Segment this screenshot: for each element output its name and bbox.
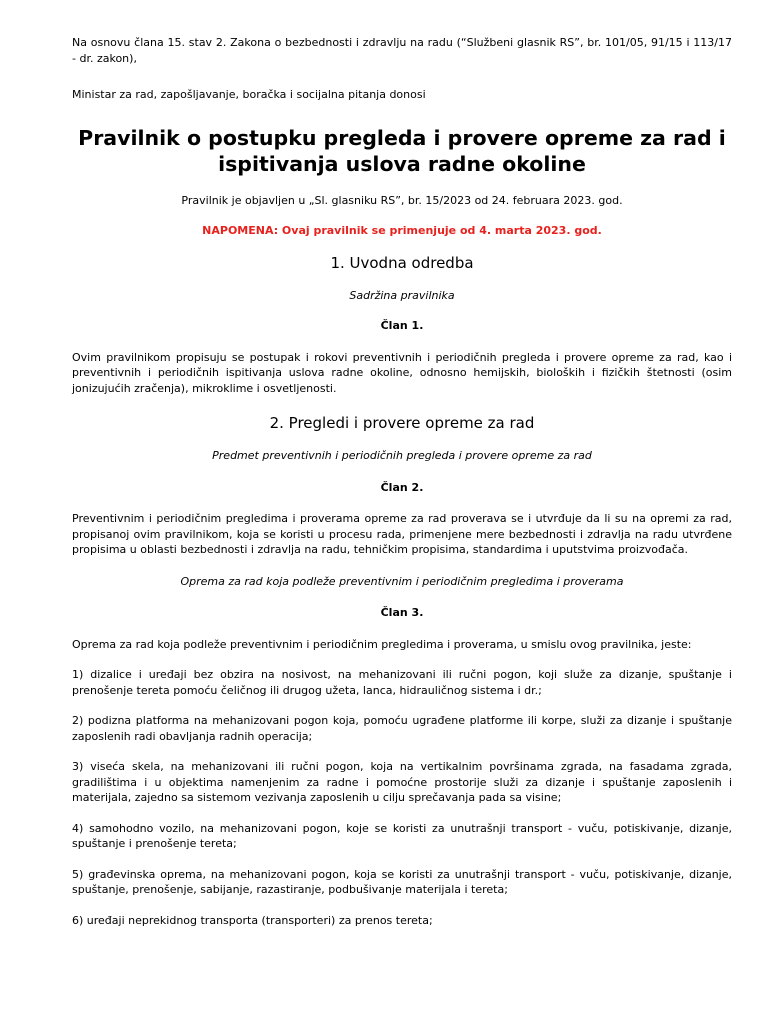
list-item: 6) uređaji neprekidnog transporta (transporteri) za prenos tereta; [72, 913, 433, 927]
article-1-heading: Član 1. [380, 319, 424, 332]
list-item: 5) građevinska oprema, na mehanizovani pogon, koja se koristi za unutrašnji transport - vuču, potiskivanje, dizanje, spuštanje, prenošenje, sabijanje, razastiranje, podbušivanje materijala i tereta; [72, 867, 732, 896]
list-item: 4) samohodno vozilo, na mehanizovani pogon, koje se koristi za unutrašnji transport - vuču, potiskivanje, dizanje, spuštanje i prenošenje tereta; [72, 821, 732, 850]
article-2-heading: Član 2. [380, 480, 424, 494]
intro-minister: Ministar za rad, zapošljavanje, boračka i socijalna pitanja donosi [72, 88, 426, 101]
document-page [72, 35, 732, 928]
section-subtitle-1: Sadržina pravilnika [349, 288, 455, 302]
article-2-text: Preventivnim i periodičnim pregledima i proverama opreme za rad proverava se i utvrđuje da li su na opremi za rad, propisanoj ovim pravilnikom, koja se koristi u procesu rada, primenjene mere bezbednosti i zdravlja na radu utvrđene propisima u oblasti bezbednosti i zdravlja na radu, tehničkim propisima, standardima i uputstvima proizvođača. [72, 512, 732, 556]
list-item: 3) viseća skela, na mehanizovani ili ručni pogon, koja na vertikalnim površinama zgrada, na fasadama zgrada, gradilištima i u objektima namenjenim za radne i pomoćne prostorije služi za dizanje i spuštanje zaposlenih i materijala, zajedno sa sistemom vezivanja zaposlenih u cilju sprečavanja pada sa visine; [72, 760, 732, 804]
article-1-text: Ovim pravilnikom propisuju se postupak i rokovi preventivnih i periodičnih pregleda i provere opreme za rad, kao i preventivnih i periodičnih ispitivanja uslova radne okoline, odnosno hemijskih, bioloških i fizičkih štetnosti (osim jonizujućih zračenja), mikroklime i osvetljenosti. [72, 350, 732, 395]
note-warning: NAPOMENA: Ovaj pravilnik se primenjuje od 4. marta 2023. god. [202, 224, 602, 237]
intro-legal-basis: Na osnovu člana 15. stav 2. Zakona o bezbednosti i zdravlju na radu (“Službeni glasnik RS”, br. 101/05, 91/15 i 113/17 - dr. zakon), [72, 36, 732, 65]
list-item: 2) podizna platforma na mehanizovani pogon koja, pomoću ugrađene platforme ili korpe, služi za dizanje i spuštanje zaposlenih radi obavljanja radnih operacija; [72, 714, 732, 743]
article-3-lead: Oprema za rad koja podleže preventivnim i periodičnim pregledima i proverama, u smislu ovog pravilnika, jeste: [72, 637, 692, 651]
document-title: Pravilnik o postupku pregleda i provere opreme za rad i ispitivanja uslova radne okoline [78, 125, 726, 176]
publication-info: Pravilnik je objavljen u „Sl. glasniku RS”, br. 15/2023 od 24. februara 2023. god. [181, 193, 623, 207]
list-item: 1) dizalice i uređaji bez obzira na nosivost, na mehanizovani ili ručni pogon, koji služe za dizanje, spuštanje i prenošenje tereta pomoću čeličnog ili drugog užeta, lanca, hidrauličnog sistema i dr.; [72, 668, 732, 697]
section-heading-1: 1. Uvodna odredba [330, 253, 474, 272]
article-3-subtitle: Oprema za rad koja podleže preventivnim i periodičnim pregledima i proverama [180, 574, 624, 588]
section-subtitle-2: Predmet preventivnih i periodičnih pregleda i provere opreme za rad [212, 449, 592, 462]
section-heading-2: 2. Pregledi i provere opreme za rad [269, 414, 535, 432]
article-3-heading: Član 3. [380, 606, 424, 619]
